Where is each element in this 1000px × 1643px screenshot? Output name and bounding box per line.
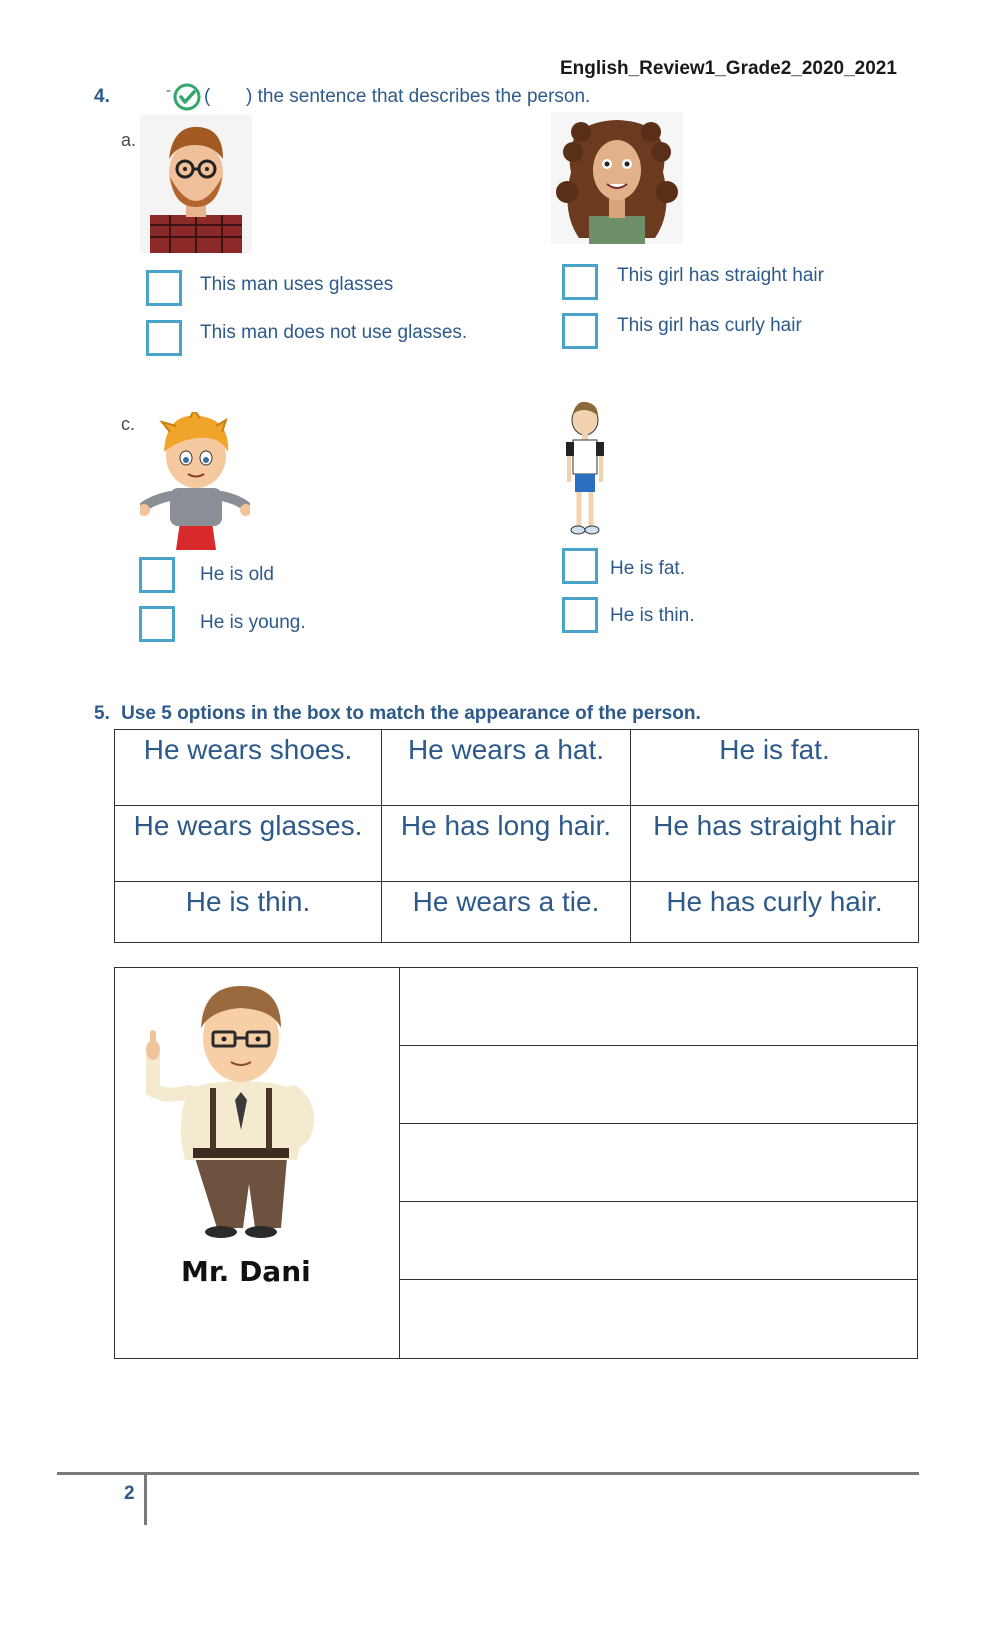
option-girl-straight-hair: This girl has straight hair: [617, 265, 824, 286]
table-cell: He is fat.: [631, 730, 919, 806]
mr-dani-illustration: [129, 980, 349, 1250]
table-cell: He wears glasses.: [115, 806, 382, 882]
young-boy-illustration: [140, 412, 250, 552]
table-cell: He has long hair.: [382, 806, 631, 882]
option-he-is-young: He is young.: [200, 612, 306, 633]
checkmark-icon: [172, 82, 202, 112]
answer-box: [114, 967, 918, 1359]
checkbox-man-no-glasses[interactable]: [146, 320, 182, 356]
answer-line-2[interactable]: [400, 1046, 917, 1124]
table-cell: He is thin.: [115, 882, 382, 943]
checkbox-girl-curly-hair[interactable]: [562, 313, 598, 349]
table-row: [115, 882, 919, 943]
q4-label-c: c.: [121, 414, 136, 434]
footer-vertical-divider: [144, 1475, 147, 1525]
checkbox-he-is-young[interactable]: [139, 606, 175, 642]
document-header-title: English_Review1_Grade2_2020_2021: [560, 58, 897, 79]
table-cell: He has straight hair: [631, 806, 919, 882]
table-cell: He has curly hair.: [631, 882, 919, 943]
q4-number: 4.: [94, 86, 110, 107]
checkbox-he-is-thin[interactable]: [562, 597, 598, 633]
option-he-is-thin: He is thin.: [610, 605, 695, 626]
checkbox-girl-straight-hair[interactable]: [562, 264, 598, 300]
q4-instruction: ) the sentence that describes the person.: [246, 86, 591, 107]
person-name-label: Mr. Dani: [181, 1255, 311, 1288]
option-girl-curly-hair: This girl has curly hair: [617, 315, 802, 336]
option-he-is-old: He is old: [200, 564, 274, 585]
q5-heading: [94, 703, 701, 725]
q4-paren-open: (: [204, 86, 211, 107]
table-row: [115, 730, 919, 806]
answer-line-5[interactable]: [400, 1280, 917, 1358]
option-he-is-fat: He is fat.: [610, 558, 685, 579]
answer-line-1[interactable]: [400, 968, 917, 1046]
q5-instruction: Use 5 options in the box to match the appearance of the person.: [121, 703, 701, 724]
checkbox-he-is-fat[interactable]: [562, 548, 598, 584]
answer-line-3[interactable]: [400, 1124, 917, 1202]
answer-line-4[interactable]: [400, 1202, 917, 1280]
table-row: [115, 806, 919, 882]
table-cell: He wears a tie.: [382, 882, 631, 943]
checkbox-he-is-old[interactable]: [139, 557, 175, 593]
thin-boy-illustration: [556, 402, 614, 538]
table-cell: He wears shoes.: [115, 730, 382, 806]
table-cell: He wears a hat.: [382, 730, 631, 806]
man-with-glasses-illustration: [140, 115, 252, 253]
options-table: [114, 729, 919, 943]
checkbox-man-uses-glasses[interactable]: [146, 270, 182, 306]
q4-dash: -: [166, 82, 171, 99]
footer-divider: [57, 1472, 919, 1475]
option-man-uses-glasses: This man uses glasses: [200, 274, 394, 295]
mr-dani-picture-cell: [115, 968, 400, 1358]
q4-label-a: a.: [121, 130, 137, 150]
page-number: 2: [124, 1483, 135, 1504]
girl-curly-hair-illustration: [551, 112, 683, 244]
option-man-no-glasses: This man does not use glasses.: [200, 322, 468, 343]
q5-number: 5.: [94, 703, 110, 724]
